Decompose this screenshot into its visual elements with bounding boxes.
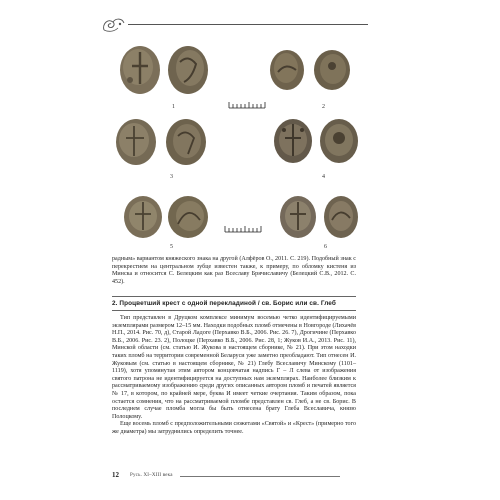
figure-label: 1	[172, 104, 175, 110]
seal-image	[118, 44, 162, 96]
figure-label: 6	[324, 244, 327, 250]
seal-image	[272, 116, 314, 166]
section-rule	[112, 310, 356, 311]
footer-rule	[180, 476, 340, 477]
seal-image	[164, 116, 208, 168]
paragraph: радным» вариантом княжеского знака на другой (Алфёров О., 2011. С. 219). Подобный знак с перекрестием на центральном зубце известен также, к примеру, по обломку кистеня из Минска и относится С. Белецким как раз Всеславу Брячиславичу (Белецкий С.В., 2012. С. 452).	[112, 256, 356, 285]
body-text	[112, 315, 356, 437]
figure-label: 2	[322, 104, 325, 110]
scale-bar	[228, 100, 268, 110]
book-page	[100, 12, 368, 488]
paragraph: Еще восемь пломб с предположительными сюжетами «Святой» и «Крест» (примерно того же диаметра) мы затруднились определить точнее.	[112, 421, 356, 435]
figure-label: 4	[322, 174, 325, 180]
seal-image	[122, 194, 164, 240]
seal-image	[322, 194, 360, 240]
figure-label: 5	[170, 244, 173, 250]
seal-image	[268, 48, 306, 92]
seal-image	[166, 44, 210, 96]
page-number: 12	[112, 471, 119, 479]
seal-image	[278, 194, 318, 240]
seal-image	[114, 116, 158, 168]
paragraph: Тип представлен в Друцком комплексе минимум восемью четко идентифицируемыми экземплярами размером 12–15 мм. Находки подобных пломб отмечены в Новгороде (Лихачёв Н.П., 2014. Рис. 70, д), Старой Ладоге (Перхавко В.Б., 2006. Рис. 26. 7), Дрогичине (Перхавко В.Б., 2006. Рис. 23. 2), Полоцке (Перхавко В.Б., 2006. Рис. 28, 1; Жуков И.А., 2013. Рис. 11), Минской области (см. статью И. Жукова в настоящем сборнике, № 21). При этом находки таких пломб на территории современной Беларуси уже заметно преобладают. Тип отнесен И. Жуковым (см. статью в настоящем сборнике, № 21) Глебу Всеславичу Минскому (1101–1119), хотя упомянутая этим автором концовчатая надпись Г – Л слева от изображения святого патрона не идентифицируется на доступных нам экземплярах. Наиболее близким к рассматриваемому изображению среди других описанных автором пломб и печатей является № 17, в котором, по крайней мере, буква И имеет четкие очертания. Таким образом, пока остается сомнения, что на рассматриваемой пломбе представлен св. Глеб, а не св. Борис. В последнем случае пломба могла бы быть отнесена брату Глеба Всеславича, князю Полоцкому.	[112, 315, 356, 420]
seal-image	[312, 48, 352, 92]
seal-image	[318, 116, 360, 166]
section-rule	[112, 296, 356, 297]
body-text	[112, 256, 356, 286]
header-rule	[128, 24, 368, 25]
floral-ornament-icon	[100, 14, 126, 36]
running-title: Русь. XI–XIII века	[130, 473, 173, 478]
section-heading: 2. Процветший крест с одной перекладиной / св. Борис или св. Глеб	[112, 300, 336, 307]
scale-bar	[224, 224, 264, 234]
seal-image	[166, 194, 210, 240]
figure-label: 3	[170, 174, 173, 180]
